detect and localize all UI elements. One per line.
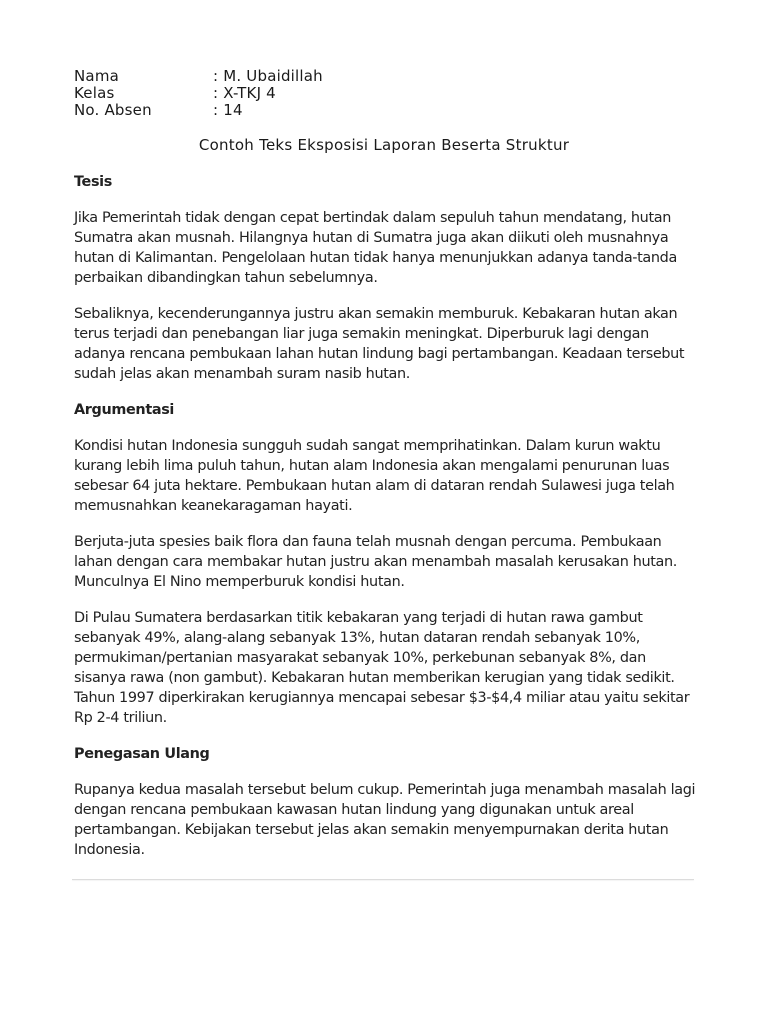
paragraph: Jika Pemerintah tidak dengan cepat bertindak dalam sepuluh tahun mendatang, hutan Sumatra akan musnah. Hilangnya hutan di Sumatra juga akan diikuti oleh musnahnya hutan di Kalimantan. Pengelolaan hutan tidak hanya menunjukkan adanya tanda-tanda perbaikan dibandingkan tahun sebelumnya. bbox=[74, 210, 677, 286]
identity-row-nama bbox=[74, 68, 323, 85]
document-title: Contoh Teks Eksposisi Laporan Beserta Struktur bbox=[198, 136, 570, 154]
horizontal-divider bbox=[72, 879, 694, 880]
paragraph: Kondisi hutan Indonesia sungguh sudah sangat memprihatinkan. Dalam kurun waktu kurang lebih lima puluh tahun, hutan alam Indonesia akan mengalami penurunan luas sebesar 64 juta hektare. Pembukaan hutan alam di dataran rendah Sulawesi juga telah memusnahkan keanekaragaman hayati. bbox=[74, 438, 675, 514]
document-body bbox=[74, 172, 699, 876]
identity-row-no-absen bbox=[74, 102, 323, 119]
identity-label: No. Absen bbox=[74, 101, 152, 119]
identity-label: Nama bbox=[74, 67, 120, 85]
identity-value: : 14 bbox=[213, 101, 243, 119]
paragraph: Di Pulau Sumatera berdasarkan titik kebakaran yang terjadi di hutan rawa gambut sebanyak 49%, alang-alang sebanyak 13%, hutan dataran rendah sebanyak 10%, permukiman/pertanian masyarakat sebanyak 10%, perkebunan sebanyak 8%, dan sisanya rawa (non gambut). Kebakaran hutan memberikan kerugian yang tidak sedikit. Tahun 1997 diperkirakan kerugiannya mencapai sebesar $3-$4,4 miliar atau yaitu sekitar Rp 2-4 triliun. bbox=[74, 610, 690, 726]
section-penegasan-ulang bbox=[74, 744, 699, 860]
identity-row-kelas bbox=[74, 85, 323, 102]
paragraph: Berjuta-juta spesies baik flora dan fauna telah musnah dengan percuma. Pembukaan lahan dengan cara membakar hutan justru akan menambah masalah kerusakan hutan. Munculnya El Nino memperburuk kondisi hutan. bbox=[74, 534, 678, 590]
identity-label: Kelas bbox=[74, 84, 115, 102]
section-argumentasi bbox=[74, 400, 699, 728]
identity-value: : M. Ubaidillah bbox=[213, 67, 323, 85]
identity-value: : X-TKJ 4 bbox=[213, 84, 276, 102]
section-heading: Tesis bbox=[74, 174, 112, 190]
section-tesis bbox=[74, 172, 699, 384]
section-heading: Penegasan Ulang bbox=[74, 746, 210, 762]
paragraph: Sebaliknya, kecenderungannya justru akan semakin memburuk. Kebakaran hutan akan terus terjadi dan penebangan liar juga semakin meningkat. Diperburuk lagi dengan adanya rencana pembukaan lahan hutan lindung bagi pertambangan. Keadaan tersebut sudah jelas akan menambah suram nasib hutan. bbox=[74, 306, 685, 382]
student-identity-block bbox=[74, 68, 323, 119]
paragraph: Rupanya kedua masalah tersebut belum cukup. Pemerintah juga menambah masalah lagi dengan rencana pembukaan kawasan hutan lindung yang digunakan untuk areal pertambangan. Kebijakan tersebut jelas akan semakin menyempurnakan derita hutan Indonesia. bbox=[74, 782, 696, 858]
section-heading: Argumentasi bbox=[74, 402, 175, 418]
